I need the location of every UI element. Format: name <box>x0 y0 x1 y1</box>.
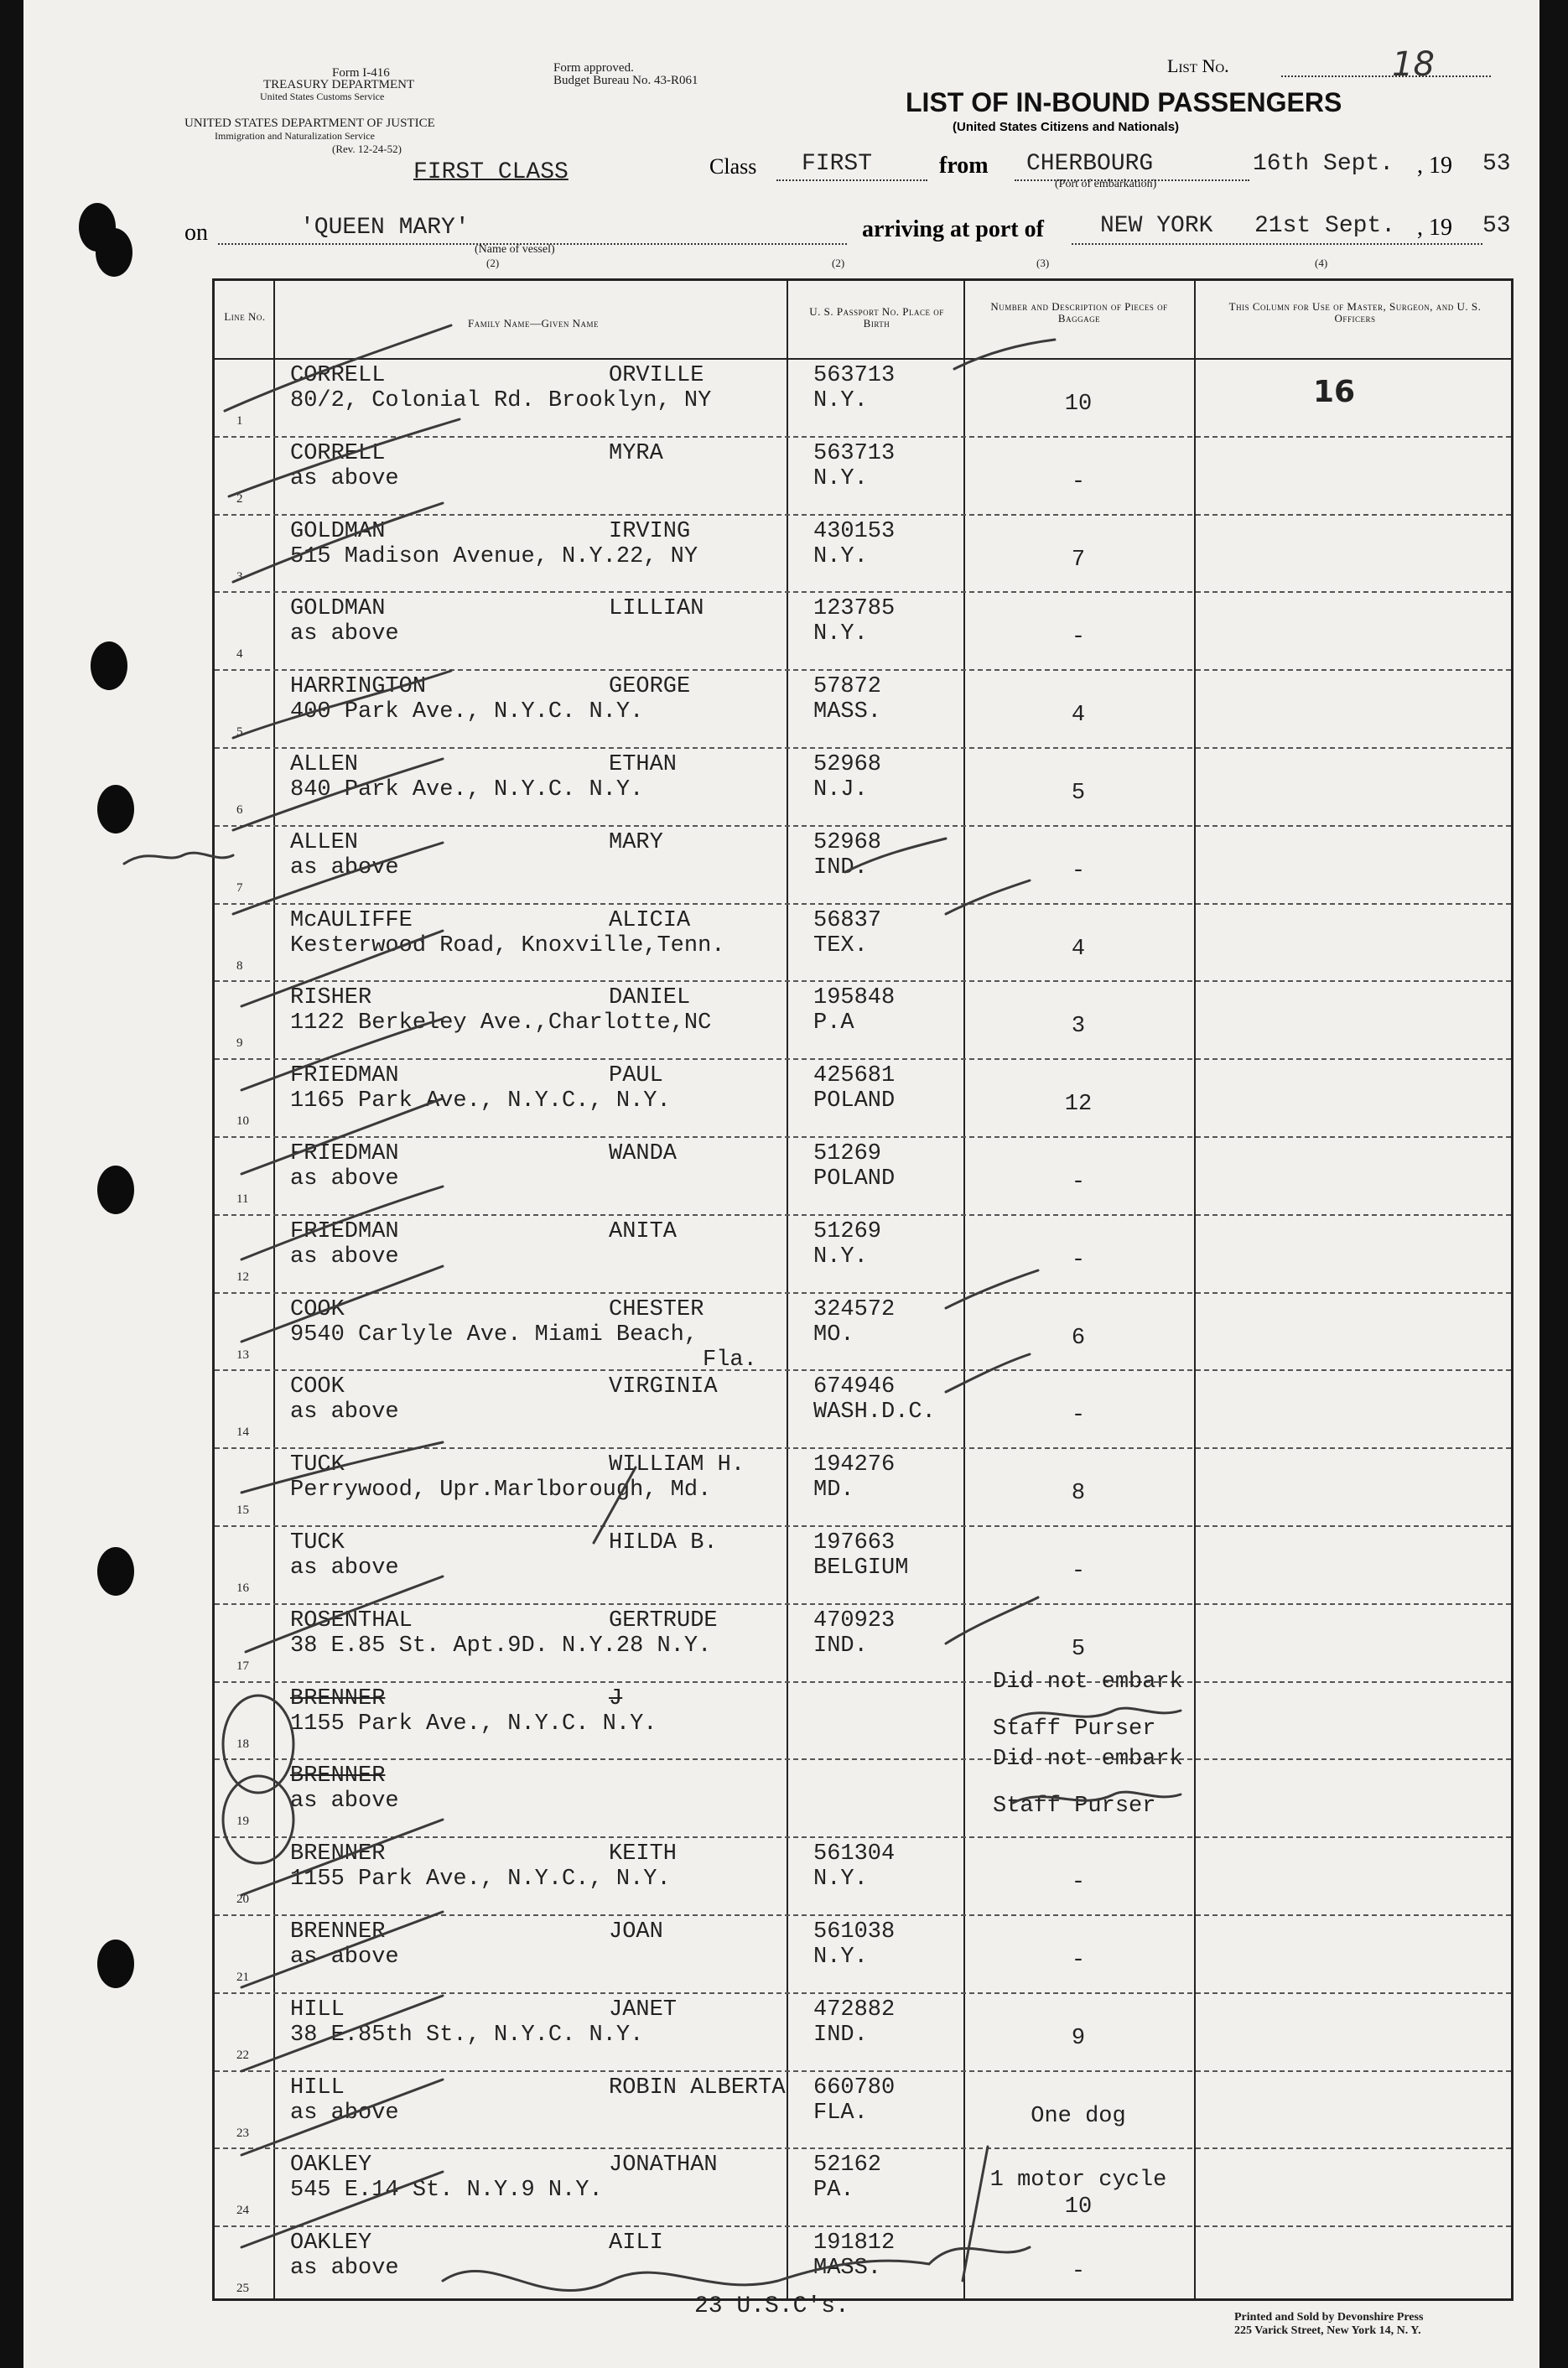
place-of-birth: N.Y. <box>813 1945 868 1970</box>
address-continued: Fla. <box>703 1347 757 1373</box>
address: as above <box>290 2256 399 2282</box>
address: Kesterwood Road, Knoxville,Tenn. <box>290 932 725 958</box>
given-name: MYRA <box>609 440 663 466</box>
line-number: 20 <box>236 1893 249 1907</box>
baggage: - <box>1071 1403 1086 1429</box>
given-name: CHESTER <box>609 1296 704 1322</box>
place-of-birth: MASS. <box>813 699 882 725</box>
customs-service: United States Customs Service <box>260 91 385 102</box>
family-name: GOLDMAN <box>290 596 386 622</box>
vessel-name: 'QUEEN MARY' <box>300 215 470 241</box>
baggage: - <box>1071 625 1086 651</box>
immigration-service: Immigration and Naturalization Service <box>215 130 375 142</box>
line-number: 21 <box>236 1971 249 1984</box>
baggage: 4 <box>1071 703 1086 729</box>
family-name: FRIEDMAN <box>290 1218 399 1244</box>
printer-line-1: Printed and Sold by Devonshire Press <box>1234 2311 1424 2324</box>
embark-year: 53 <box>1482 151 1511 177</box>
family-name: COOK <box>290 1296 345 1322</box>
family-name: BRENNER <box>290 1919 386 1945</box>
col-num-5: (2) <box>832 257 845 269</box>
line-number: 17 <box>236 1659 249 1673</box>
family-name: GOLDMAN <box>290 518 386 544</box>
family-name: HILL <box>290 1997 345 2023</box>
place-of-birth: BELGIUM <box>813 1555 909 1581</box>
place-of-birth: N.Y. <box>813 621 868 647</box>
family-name: ROSENTHAL <box>290 1607 413 1633</box>
baggage: 6 <box>1071 1325 1086 1351</box>
line-number: 14 <box>236 1425 249 1440</box>
given-name: GEORGE <box>609 674 691 700</box>
given-name: MARY <box>609 829 663 855</box>
line-number: 6 <box>236 803 243 817</box>
baggage: 12 <box>1064 1092 1093 1118</box>
baggage: 9 <box>1071 2025 1086 2051</box>
given-name: VIRGINIA <box>609 1374 718 1400</box>
given-name: PAUL <box>609 1063 663 1089</box>
family-name: BRENNER <box>290 1685 386 1711</box>
given-name: JONATHAN <box>609 2152 718 2178</box>
arrival-year: 53 <box>1482 213 1511 239</box>
line-number: 24 <box>236 2204 249 2218</box>
given-name: ROBIN ALBERTA <box>609 2075 786 2101</box>
family-name: TUCK <box>290 1530 345 1555</box>
form-approved: Form approved. <box>553 61 634 75</box>
col-header-baggage: Number and Description of Pieces of Baggage <box>990 300 1168 325</box>
address: 1155 Park Ave., N.Y.C., N.Y. <box>290 1867 671 1893</box>
family-name: FRIEDMAN <box>290 1063 399 1089</box>
line-number: 2 <box>236 491 243 506</box>
baggage: - <box>1071 1870 1086 1896</box>
family-name: ALLEN <box>290 829 359 855</box>
place-of-birth: IND. <box>813 2022 868 2048</box>
passport-number: 52968 <box>813 829 882 855</box>
passport-number: 674946 <box>813 1374 896 1400</box>
address: as above <box>290 1400 399 1425</box>
port-embark-label: (Port of embarkation) <box>1055 178 1157 190</box>
passport-number: 191812 <box>813 2230 896 2256</box>
baggage: - <box>1071 858 1086 884</box>
place-of-birth: FLA. <box>813 2100 868 2126</box>
baggage: 5 <box>1071 781 1086 806</box>
col-num-4: (4) <box>1315 257 1328 269</box>
address: as above <box>290 1244 399 1270</box>
family-name: TUCK <box>290 1452 345 1478</box>
family-name: OAKLEY <box>290 2152 372 2178</box>
place-of-birth: WASH.D.C. <box>813 1400 936 1425</box>
col-num-3: (3) <box>1036 257 1050 269</box>
address: 515 Madison Avenue, N.Y.22, NY <box>290 543 698 569</box>
given-name: GERTRUDE <box>609 1607 718 1633</box>
line-number: 11 <box>236 1192 249 1206</box>
place-of-birth: MASS. <box>813 2256 882 2282</box>
given-name: KEITH <box>609 1841 678 1867</box>
form-number: Form I-416 <box>332 66 390 80</box>
given-name: J <box>609 1685 623 1711</box>
handwriting-overlay <box>23 0 1539 2368</box>
given-name: LILLIAN <box>609 596 704 622</box>
place-of-birth: N.J. <box>813 777 868 802</box>
place-of-birth: IND. <box>813 854 868 880</box>
address: 1165 Park Ave., N.Y.C., N.Y. <box>290 1088 671 1114</box>
family-name: RISHER <box>290 985 372 1011</box>
col-num-2: (2) <box>486 257 500 269</box>
place-of-birth: POLAND <box>813 1088 896 1114</box>
address: 1122 Berkeley Ave.,Charlotte,NC <box>290 1010 712 1036</box>
arrival-date: 21st Sept. <box>1254 213 1396 239</box>
address: as above <box>290 1945 399 1970</box>
family-name: McAULIFFE <box>290 907 413 933</box>
family-name: ALLEN <box>290 752 359 777</box>
place-of-birth: IND. <box>813 1633 868 1659</box>
given-name: ANITA <box>609 1218 678 1244</box>
passport-number: 123785 <box>813 596 896 622</box>
baggage: One dog <box>1031 2103 1126 2129</box>
baggage: 8 <box>1071 1481 1086 1507</box>
place-of-birth: N.Y. <box>813 465 868 491</box>
family-name: OAKLEY <box>290 2230 372 2256</box>
passport-number: 563713 <box>813 363 896 388</box>
given-name: ORVILLE <box>609 363 704 388</box>
baggage: 4 <box>1071 936 1086 962</box>
purser-note: Staff Purser <box>993 1716 1156 1742</box>
address: as above <box>290 854 399 880</box>
address: Perrywood, Upr.Marlborough, Md. <box>290 1477 712 1503</box>
place-of-birth: TEX. <box>813 932 868 958</box>
list-no-label: List No. <box>1167 55 1229 76</box>
arriving-label: arriving at port of <box>862 216 1044 242</box>
line-number: 16 <box>236 1581 249 1595</box>
class-stamp: FIRST CLASS <box>413 159 569 185</box>
line-number: 22 <box>236 2048 249 2062</box>
address: as above <box>290 1166 399 1192</box>
baggage: - <box>1071 1948 1086 1973</box>
embark-date: 16th Sept. <box>1253 151 1394 177</box>
given-name: JOAN <box>609 1919 663 1945</box>
passport-number: 563713 <box>813 440 896 466</box>
arrival-port: NEW YORK <box>1100 213 1213 239</box>
passport-number: 472882 <box>813 1997 896 2023</box>
given-name: IRVING <box>609 518 691 544</box>
place-of-birth: P.A <box>813 1010 854 1036</box>
baggage: - <box>1071 2259 1086 2285</box>
line-number: 18 <box>236 1737 249 1751</box>
family-name: CORRELL <box>290 363 386 388</box>
given-name: HILDA B. <box>609 1530 718 1555</box>
passport-number: 56837 <box>813 907 882 933</box>
line-number: 10 <box>236 1114 249 1129</box>
line-number: 12 <box>236 1270 249 1284</box>
address: 545 E.14 St. N.Y.9 N.Y. <box>290 2178 603 2204</box>
given-name: WANDA <box>609 1141 678 1166</box>
col-header-name: Family Name—Given Name <box>468 317 599 330</box>
page-subtitle: (United States Citizens and Nationals) <box>953 120 1180 134</box>
address: as above <box>290 1789 399 1815</box>
passport-number: 51269 <box>813 1218 882 1244</box>
line-number: 3 <box>236 569 243 584</box>
address: 38 E.85th St., N.Y.C. N.Y. <box>290 2022 644 2048</box>
line-number: 19 <box>236 1815 249 1829</box>
baggage: 10 <box>1064 392 1093 417</box>
baggage: 7 <box>1071 547 1086 573</box>
given-name: JANET <box>609 1997 678 2023</box>
place-of-birth: POLAND <box>813 1166 896 1192</box>
passport-number: 52162 <box>813 2152 882 2178</box>
passport-number: 425681 <box>813 1063 896 1089</box>
line-number: 5 <box>236 725 243 740</box>
treasury-dept: TREASURY DEPARTMENT <box>263 78 415 91</box>
place-of-birth: N.Y. <box>813 543 868 569</box>
line-number: 15 <box>236 1503 249 1518</box>
line-number: 23 <box>236 2126 249 2140</box>
baggage: 5 <box>1071 1636 1086 1662</box>
address: 80/2, Colonial Rd. Brooklyn, NY <box>290 388 712 413</box>
baggage: - <box>1071 1247 1086 1273</box>
passport-number: 57872 <box>813 674 882 700</box>
class-label: Class <box>709 154 757 179</box>
given-name: ETHAN <box>609 752 678 777</box>
on-label: on <box>184 220 208 246</box>
embark-note: Did not embark <box>993 1669 1183 1695</box>
family-name: CORRELL <box>290 440 386 466</box>
vessel-label: (Name of vessel) <box>475 243 555 256</box>
address: as above <box>290 621 399 647</box>
line-number: 13 <box>236 1348 249 1362</box>
baggage: - <box>1071 1559 1086 1584</box>
place-of-birth: N.Y. <box>813 1244 868 1270</box>
document-page <box>23 0 1539 2368</box>
passport-number: 324572 <box>813 1296 896 1322</box>
given-name: AILI <box>609 2230 663 2256</box>
family-name: BRENNER <box>290 1763 386 1789</box>
address: 400 Park Ave., N.Y.C. N.Y. <box>290 699 644 725</box>
baggage: 3 <box>1071 1014 1086 1040</box>
address: as above <box>290 2100 399 2126</box>
given-name: ALICIA <box>609 907 691 933</box>
revision-date: (Rev. 12-24-52) <box>332 143 402 155</box>
col-header-officers: This Column for Use of Master, Surgeon, and U. S. Officers <box>1228 300 1482 325</box>
officer-mark: 16 <box>1313 375 1356 409</box>
budget-bureau: Budget Bureau No. 43-R061 <box>553 74 698 87</box>
passport-number: 51269 <box>813 1141 882 1166</box>
line-number: 4 <box>236 647 243 662</box>
passport-number: 194276 <box>813 1452 896 1478</box>
line-number: 8 <box>236 958 243 973</box>
embark-port: CHERBOURG <box>1026 151 1154 177</box>
family-name: COOK <box>290 1374 345 1400</box>
family-name: BRENNER <box>290 1841 386 1867</box>
passport-number: 430153 <box>813 518 896 544</box>
passport-number: 660780 <box>813 2075 896 2101</box>
place-of-birth: MD. <box>813 1477 854 1503</box>
address: 1155 Park Ave., N.Y.C. N.Y. <box>290 1711 657 1737</box>
passport-number: 561304 <box>813 1841 896 1867</box>
embark-note: Did not embark <box>993 1747 1183 1773</box>
col-header-line-no: Line No. <box>224 310 266 323</box>
given-name: WILLIAM H. <box>609 1452 745 1478</box>
family-name: HARRINGTON <box>290 674 427 700</box>
line-number: 25 <box>236 2282 249 2296</box>
line-number: 9 <box>236 1036 243 1051</box>
place-of-birth: N.Y. <box>813 1867 868 1893</box>
passport-number: 197663 <box>813 1530 896 1555</box>
class-value: FIRST <box>802 151 873 177</box>
family-name: HILL <box>290 2075 345 2101</box>
purser-note: Staff Purser <box>993 1794 1156 1820</box>
baggage-count: 10 <box>1064 2194 1093 2220</box>
embark-year-prefix: , 19 <box>1417 153 1452 179</box>
address: as above <box>290 465 399 491</box>
line-number: 1 <box>236 414 243 428</box>
passport-number: 52968 <box>813 752 882 777</box>
baggage: - <box>1071 469 1086 495</box>
justice-dept: UNITED STATES DEPARTMENT OF JUSTICE <box>184 117 435 130</box>
address: 840 Park Ave., N.Y.C. N.Y. <box>290 777 644 802</box>
arrival-year-prefix: , 19 <box>1417 215 1452 241</box>
family-name: FRIEDMAN <box>290 1141 399 1166</box>
baggage: 1 motor cycle <box>989 2168 1167 2194</box>
passenger-count: 23 U.S.C's. <box>694 2293 849 2319</box>
address: 9540 Carlyle Ave. Miami Beach, <box>290 1322 698 1348</box>
passport-number: 470923 <box>813 1607 896 1633</box>
address: as above <box>290 1555 399 1581</box>
place-of-birth: MO. <box>813 1322 854 1348</box>
printer-line-2: 225 Varick Street, New York 14, N. Y. <box>1234 2324 1421 2337</box>
page-title: LIST OF IN-BOUND PASSENGERS <box>906 87 1342 117</box>
given-name: DANIEL <box>609 985 691 1011</box>
baggage: - <box>1071 1170 1086 1195</box>
list-no-value: 18 <box>1392 45 1435 84</box>
col-header-passport: U. S. Passport No. Place of Birth <box>809 305 944 330</box>
from-label: from <box>939 153 989 179</box>
passport-number: 561038 <box>813 1919 896 1945</box>
place-of-birth: N.Y. <box>813 388 868 413</box>
address: 38 E.85 St. Apt.9D. N.Y.28 N.Y. <box>290 1633 712 1659</box>
place-of-birth: PA. <box>813 2178 854 2204</box>
line-number: 7 <box>236 880 243 895</box>
passport-number: 195848 <box>813 985 896 1011</box>
